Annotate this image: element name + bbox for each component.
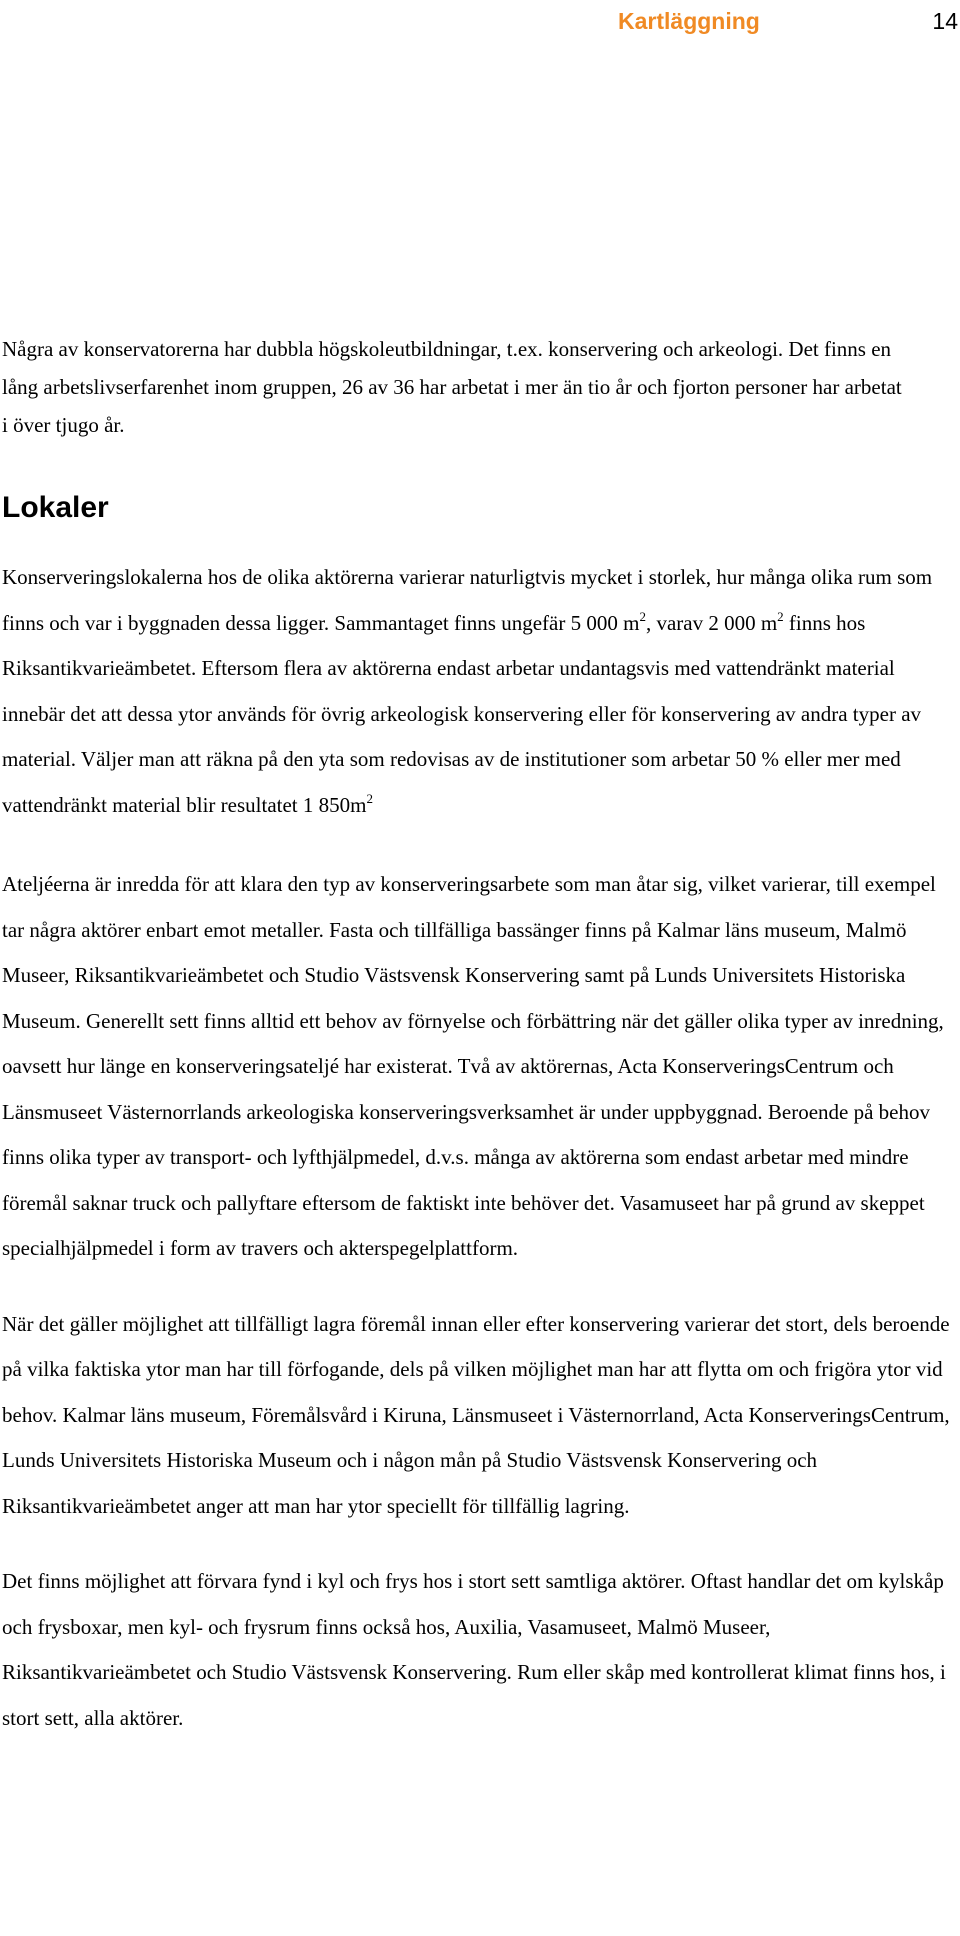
- lokaler-paragraph-1-part-b: , varav 2 000 m: [645, 610, 778, 635]
- lokaler-paragraph-1-part-a: Konserveringslokalerna hos de olika aktörerna varierar naturligtvis mycket i storlek, hur många olika rum som finns och var i byggnaden dessa ligger. Sammantaget finns ungefär 5 000 m: [2, 565, 933, 635]
- document-body: [2, 330, 956, 1741]
- lokaler-paragraph-3: När det gäller möjlighet att tillfälligt lagra föremål innan eller efter konservering varierar det stort, dels beroende på vilka faktiska ytor man har till förfogande, dels på vilken möjlighet man har att flytta om och frigöra ytor vid behov. Kalmar läns museum, Föremålsvård i Kiruna, Länsmuseet i Västernorrland, Acta KonserveringsCentrum, Lunds Universitets Historiska Museum och i någon mån på Studio Västsvensk Konservering och Riksantikvarieämbetet anger att man har ytor speciellt för tillfällig lagring.: [2, 1311, 950, 1518]
- intro-paragraph: Några av konservatorerna har dubbla högskoleutbildningar, t.ex. konservering och arkeologi. Det finns en lång arbetslivserfarenhet inom gruppen, 26 av 36 har arbetat i mer än tio år och fjorton personer har arbetat i över tjugo år.: [2, 337, 902, 437]
- superscript-2: 2: [639, 608, 646, 624]
- section-heading-lokaler: Lokaler: [2, 491, 109, 524]
- lokaler-paragraph-4: Det finns möjlighet att förvara fynd i kyl och frys hos i stort sett samtliga aktörer. Oftast handlar det om kylskåp och frysboxar, men kyl- och frysrum finns också hos, Auxilia, Vasamuseet, Malmö Museer, Riksantikvarieämbetet och Studio Västsvensk Konservering. Rum eller skåp med kontrollerat klimat finns hos, i stort sett, alla aktörer.: [2, 1569, 946, 1730]
- page-header: [0, 6, 960, 36]
- lokaler-paragraph-1-part-c: finns hos Riksantikvarieämbetet. Eftersom flera av aktörerna endast arbetar undantagsvis med vattendränkt material innebär det att dessa ytor används för övrig arkeologisk konservering eller för konservering av andra typer av material. Väljer man att räkna på den yta som redovisas av de institutioner som arbetar 50 % eller mer med vattendränkt material blir resultatet 1 850m: [2, 610, 922, 817]
- lokaler-paragraph-2: Ateljéerna är inredda för att klara den typ av konserveringsarbete som man åtar sig, vilket varierar, till exempel tar några aktörer enbart emot metaller. Fasta och tillfälliga bassänger finns på Kalmar läns museum, Malmö Museer, Riksantikvarieämbetet och Studio Västsvensk Konservering samt på Lunds Universitets Historiska Museum. Generellt sett finns alltid ett behov av förnyelse och förbättring när det gäller olika typer av inredning, oavsett hur länge en konserveringsateljé har existerat. Två av aktörernas, Acta KonserveringsCentrum och Länsmuseet Västernorrlands arkeologiska konserveringsverksamhet är under uppbyggnad. Beroende på behov finns olika typer av transport- och lyfthjälpmedel, d.v.s. många av aktörerna som endast arbetar med mindre föremål saknar truck och pallyftare eftersom de faktiskt inte behöver det. Vasamuseet har på grund av skeppet specialhjälpmedel i form av travers och akterspegelplattform.: [2, 872, 944, 1260]
- superscript-2: 2: [366, 790, 373, 806]
- running-header-section-title: Kartläggning: [618, 8, 760, 34]
- superscript-2: 2: [777, 608, 784, 624]
- lokaler-paragraph-1: [2, 555, 956, 828]
- page-number: 14: [932, 8, 958, 34]
